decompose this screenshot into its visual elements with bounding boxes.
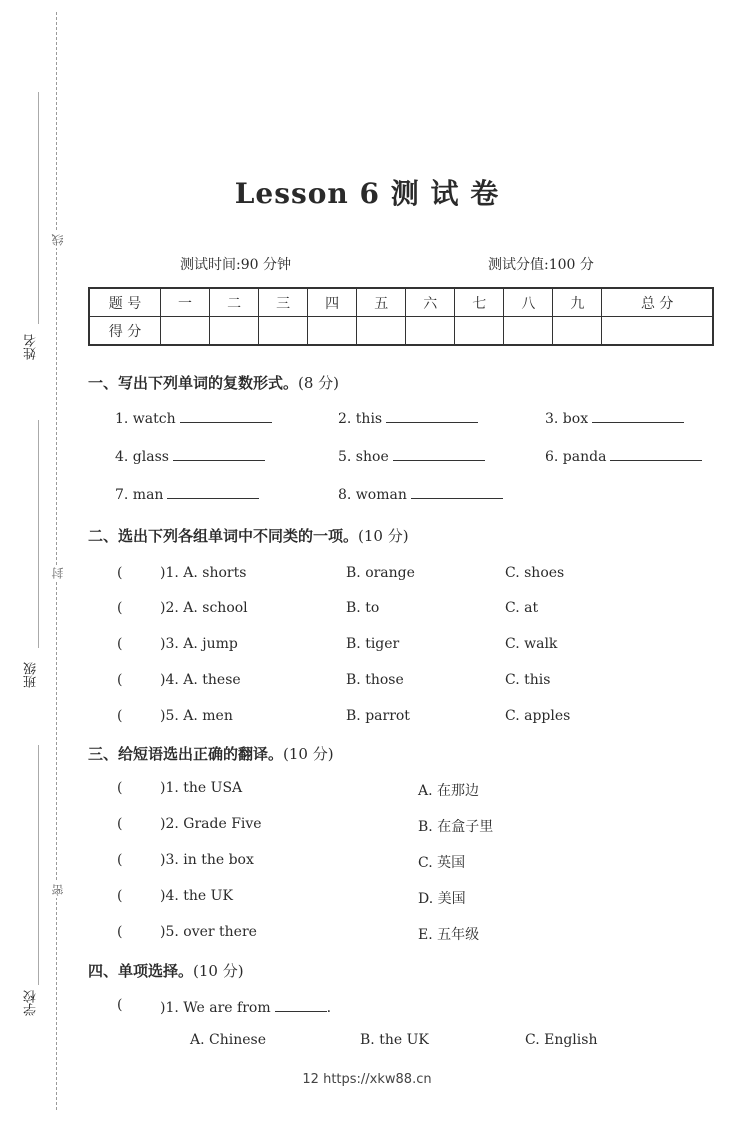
answer-blank[interactable] — [275, 997, 327, 1012]
item-text: 3. box — [545, 411, 589, 427]
section-2-title — [88, 525, 409, 546]
score-cell[interactable] — [308, 317, 357, 346]
phrase-text: )5. over there — [160, 924, 257, 940]
section-4-title — [88, 960, 244, 981]
choice-option-b: B. the UK — [360, 1032, 429, 1048]
translation-option: D. 美国 — [418, 891, 466, 907]
answer-blank[interactable] — [610, 446, 702, 461]
question-text: )3. A. jump — [160, 636, 238, 652]
phrase-text: )4. the UK — [160, 888, 233, 904]
answer-paren[interactable]: ( — [117, 924, 123, 940]
score-cell[interactable] — [504, 317, 553, 346]
score-value-row — [89, 317, 713, 346]
phrase-text: )1. the USA — [160, 780, 243, 796]
translation-option: A. 在那边 — [418, 783, 480, 799]
item-text: 5. shoe — [338, 449, 389, 465]
option-c: C. walk — [505, 636, 558, 652]
plural-item — [545, 408, 684, 427]
header-cell: 二 — [210, 288, 259, 317]
school-write-line — [38, 745, 39, 985]
score-cell[interactable] — [406, 317, 455, 346]
cut-word-xian: 线 — [51, 234, 65, 246]
phrase-text: )3. in the box — [160, 852, 254, 868]
item-text: 8. woman — [338, 487, 407, 503]
score-row-label: 得 分 — [89, 317, 161, 346]
section-1-points: (8 分) — [298, 374, 340, 392]
answer-paren[interactable]: ( — [117, 636, 123, 652]
answer-blank[interactable] — [180, 408, 272, 423]
answer-blank[interactable] — [411, 484, 503, 499]
plural-item — [338, 484, 503, 503]
header-cell: 六 — [406, 288, 455, 317]
question-text: )5. A. men — [160, 708, 233, 724]
header-cell: 总 分 — [602, 288, 713, 317]
plural-item — [115, 408, 272, 427]
plural-item — [338, 446, 485, 465]
section-4-points: (10 分) — [193, 962, 244, 980]
item-text: 7. man — [115, 487, 164, 503]
question-text: )2. A. school — [160, 600, 248, 616]
answer-blank[interactable] — [393, 446, 485, 461]
option-c: C. at — [505, 600, 539, 616]
header-cell: 八 — [504, 288, 553, 317]
answer-blank[interactable] — [592, 408, 684, 423]
section-2-points: (10 分) — [358, 527, 409, 545]
plural-item — [338, 408, 478, 427]
class-write-line — [38, 420, 39, 648]
option-c: C. this — [505, 672, 551, 688]
score-header-row — [89, 288, 713, 317]
section-1-title — [88, 372, 339, 393]
score-cell[interactable] — [210, 317, 259, 346]
answer-paren[interactable]: ( — [117, 888, 123, 904]
section-3-points: (10 分) — [283, 745, 334, 763]
section-4-heading: 四、单项选择。 — [88, 962, 194, 980]
option-b: B. parrot — [346, 708, 410, 724]
section-1-heading: 一、写出下列单词的复数形式。 — [88, 374, 299, 392]
choice-option-c: C. English — [525, 1032, 598, 1048]
score-cell[interactable] — [455, 317, 504, 346]
item-text: 2. this — [338, 411, 383, 427]
header-cell: 五 — [357, 288, 406, 317]
option-b: B. orange — [346, 565, 415, 581]
plural-item — [545, 446, 702, 465]
plural-item — [115, 484, 259, 503]
header-cell: 七 — [455, 288, 504, 317]
cut-word-feng: 封 — [51, 567, 65, 579]
header-cell: 四 — [308, 288, 357, 317]
option-c: C. apples — [505, 708, 571, 724]
score-cell[interactable] — [161, 317, 210, 346]
answer-paren[interactable]: ( — [117, 600, 123, 616]
name-label: 姓名 — [24, 334, 39, 360]
item-text: 6. panda — [545, 449, 607, 465]
answer-paren[interactable]: ( — [117, 708, 123, 724]
header-cell: 三 — [259, 288, 308, 317]
answer-paren[interactable]: ( — [117, 565, 123, 581]
plural-item — [115, 446, 265, 465]
option-b: B. tiger — [346, 636, 400, 652]
answer-blank[interactable] — [386, 408, 478, 423]
phrase-text: )2. Grade Five — [160, 816, 262, 832]
page-footer: 12 https://xkw88.cn — [302, 1072, 432, 1087]
answer-paren[interactable]: ( — [117, 816, 123, 832]
class-label: 班级 — [24, 662, 39, 688]
test-score: 测试分值:100 分 — [488, 257, 594, 273]
choice-option-a: A. Chinese — [190, 1032, 266, 1048]
score-cell[interactable] — [553, 317, 602, 346]
score-cell[interactable] — [602, 317, 713, 346]
school-label: 学校 — [24, 990, 39, 1016]
header-cell: 题 号 — [89, 288, 161, 317]
answer-paren[interactable]: ( — [117, 780, 123, 796]
answer-paren[interactable]: ( — [117, 672, 123, 688]
answer-paren[interactable]: ( — [117, 852, 123, 868]
section-2-heading: 二、选出下列各组单词中不同类的一项。 — [88, 527, 359, 545]
section-3-heading: 三、给短语选出正确的翻译。 — [88, 745, 284, 763]
section-3-title — [88, 743, 334, 764]
answer-blank[interactable] — [167, 484, 259, 499]
translation-option: B. 在盒子里 — [418, 819, 494, 835]
test-time: 测试时间:90 分钟 — [180, 257, 291, 273]
translation-option: C. 英国 — [418, 855, 466, 871]
score-cell[interactable] — [259, 317, 308, 346]
cut-word-mi: 密 — [51, 884, 65, 896]
translation-option: E. 五年级 — [418, 927, 480, 943]
question-end: . — [326, 1000, 332, 1016]
header-cell: 一 — [161, 288, 210, 317]
question-stem: )1. We are from — [160, 1000, 271, 1016]
answer-blank[interactable] — [173, 446, 265, 461]
choice-question — [160, 997, 331, 1016]
score-table — [88, 287, 714, 346]
score-cell[interactable] — [357, 317, 406, 346]
option-c: C. shoes — [505, 565, 565, 581]
header-cell: 九 — [553, 288, 602, 317]
item-text: 4. glass — [115, 449, 169, 465]
answer-paren[interactable]: ( — [117, 997, 123, 1013]
item-text: 1. watch — [115, 411, 176, 427]
option-b: B. to — [346, 600, 380, 616]
option-b: B. those — [346, 672, 404, 688]
question-text: )4. A. these — [160, 672, 241, 688]
question-text: )1. A. shorts — [160, 565, 247, 581]
page-title: Lesson 6 测 试 卷 — [234, 177, 500, 210]
